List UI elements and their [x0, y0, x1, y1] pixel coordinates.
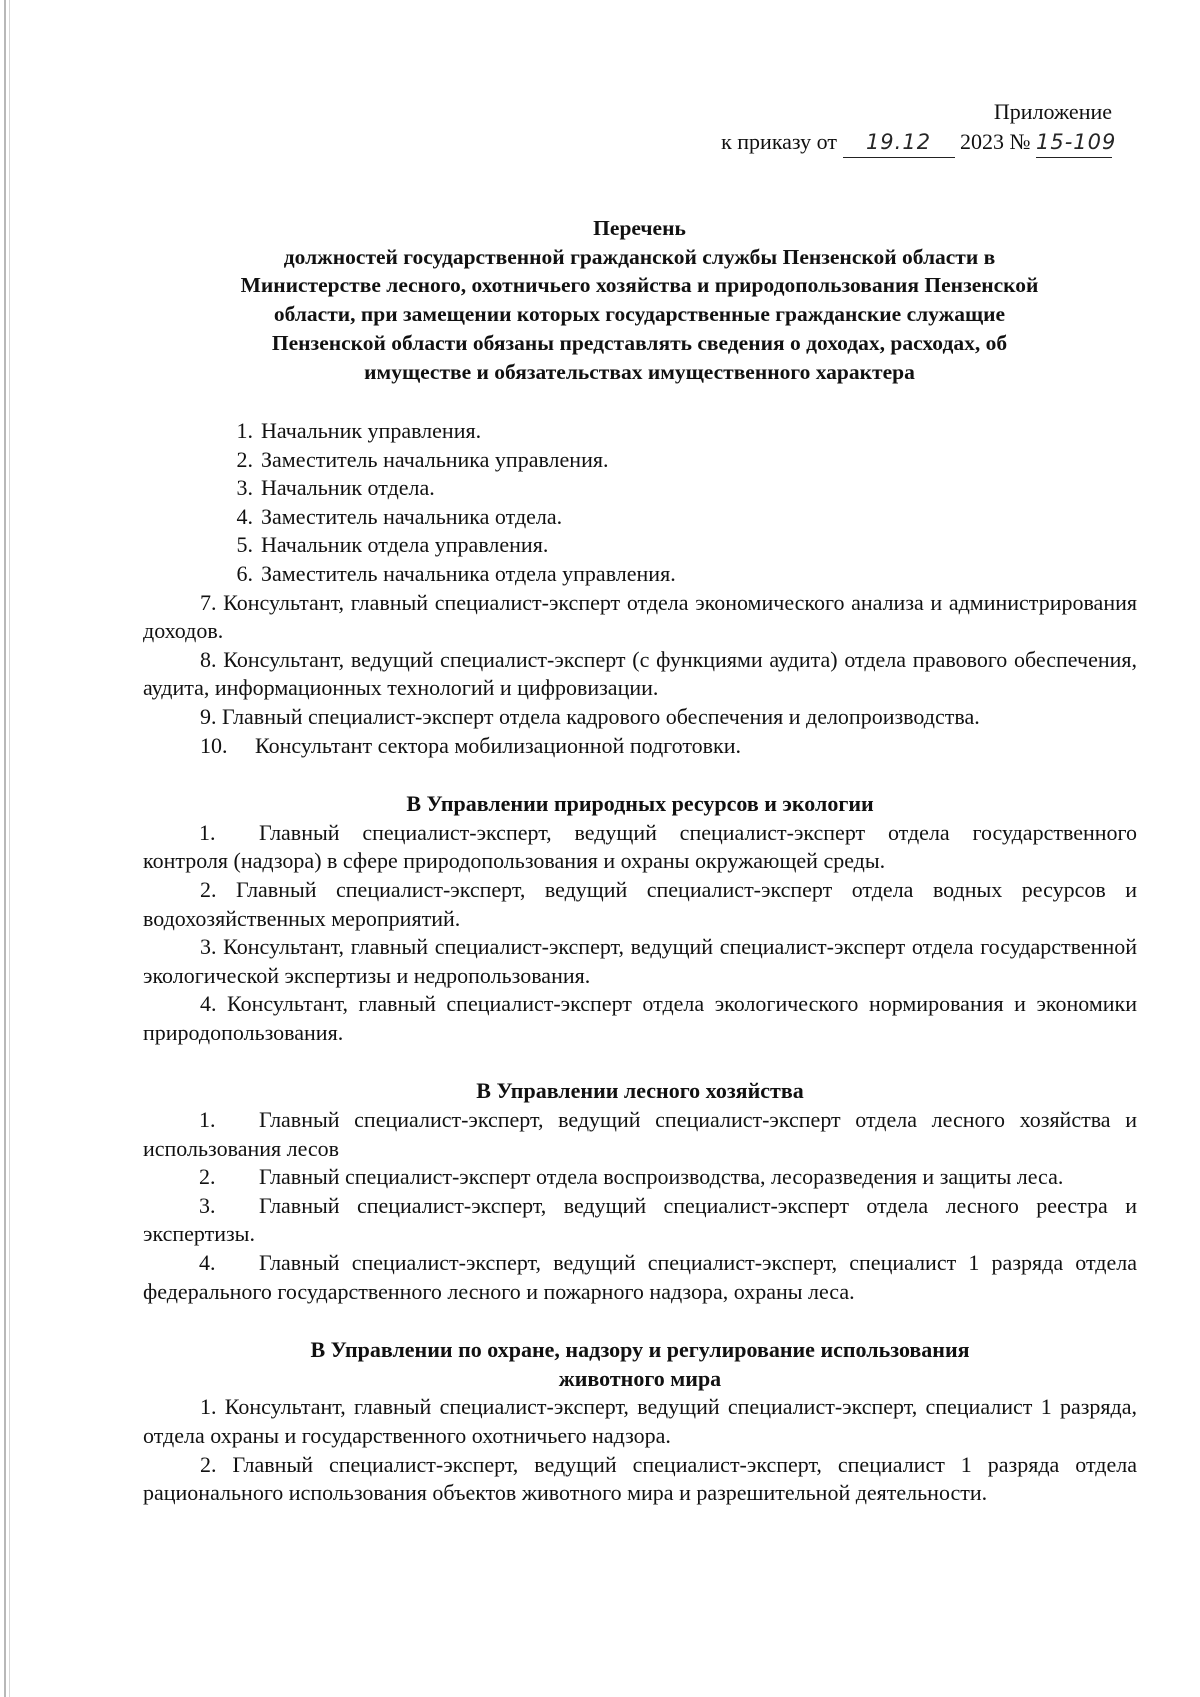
- item-number: 10.: [200, 732, 228, 758]
- appendix-label: Приложение: [993, 99, 1112, 124]
- order-number-sign: №: [1009, 129, 1031, 154]
- list-item: [143, 560, 1137, 589]
- item-text: Начальник управления.: [261, 418, 482, 443]
- item-number: 9.: [200, 703, 217, 729]
- title-line: Пензенской области обязаны представлять сведения о доходах, расходах, об: [271, 330, 1008, 355]
- item-text: Консультант, главный специалист-эксперт отдела экономического анализа и администрирования доходов.: [143, 589, 1137, 644]
- item-text: Главный специалист-эксперт, ведущий специалист-эксперт отдела водных ресурсов и водохозяйственных мероприятий.: [143, 876, 1137, 931]
- title-line: должностей государственной гражданской службы Пензенской области в: [283, 244, 996, 269]
- list-item: [143, 531, 1137, 560]
- item-number: 2.: [200, 876, 217, 902]
- spacer: [143, 1306, 1137, 1336]
- item-text: Главный специалист-эксперт, ведущий специалист-эксперт отдела лесного реестра и экспертизы.: [143, 1192, 1137, 1247]
- item-text: Главный специалист-эксперт, ведущий специалист-эксперт, специалист 1 разряда отдела федерального государственного лесного и пожарного надзора, охраны леса.: [143, 1250, 1137, 1304]
- item-text: Главный специалист-эксперт, ведущий специалист-эксперт, специалист 1 разряда отдела рационального использования объектов животного мира и разрешительной деятельности.: [143, 1451, 1137, 1506]
- list-item: [143, 1451, 1137, 1508]
- appendix-header: [721, 97, 1117, 158]
- item-text: Консультант, главный специалист-эксперт отдела экологического нормирования и экономики природопользования.: [143, 991, 1138, 1045]
- item-text: Начальник отдела.: [261, 475, 435, 501]
- section-title: животного мира: [558, 1365, 722, 1391]
- item-number: 4.: [200, 991, 217, 1017]
- item-text: Консультант, главный специалист-эксперт, ведущий специалист-эксперт, специалист 1 разряда, отдела охраны и государственного охотничьего надзора.: [143, 1394, 1137, 1448]
- section-title: В Управлении лесного хозяйства: [476, 1078, 804, 1104]
- list-item: [143, 876, 1137, 933]
- section-title: В Управлении природных ресурсов и экологии: [406, 791, 874, 817]
- item-number: 3.: [199, 1192, 216, 1218]
- list-item: [143, 503, 1137, 532]
- order-year: 2023: [960, 129, 1004, 154]
- item-text: Заместитель начальника отдела управления.: [261, 560, 676, 586]
- order-number-field: [1036, 127, 1117, 158]
- list-item: [143, 474, 1137, 503]
- section-wildlife: [143, 1336, 1137, 1508]
- order-date-field: [843, 127, 955, 158]
- list-item: [143, 703, 1137, 732]
- item-text: Главный специалист-эксперт отдела воспроизводства, лесоразведения и защиты леса.: [259, 1164, 1064, 1190]
- item-number: 1.: [199, 819, 216, 845]
- item-number: 4.: [236, 503, 253, 529]
- list-item: [143, 732, 1137, 761]
- spacer: [143, 760, 1137, 790]
- list-item: [143, 1192, 1137, 1249]
- list-item: [143, 990, 1137, 1047]
- order-prefix: к приказу от: [721, 129, 837, 154]
- list-item: [143, 819, 1137, 876]
- item-number: 1.: [200, 1394, 217, 1420]
- list-item: [143, 446, 1137, 475]
- item-number: 2.: [199, 1164, 216, 1190]
- section-natural-resources: [143, 790, 1137, 1047]
- scan-edge: [4, 0, 6, 1697]
- item-number: 8.: [200, 646, 217, 672]
- list-item: [143, 417, 1137, 446]
- item-text: Заместитель начальника отдела.: [261, 503, 563, 529]
- section-forestry: [143, 1077, 1137, 1306]
- item-number: 2.: [236, 446, 253, 472]
- title-line: имуществе и обязательствах имущественного характера: [364, 359, 915, 384]
- list-item: [143, 589, 1137, 646]
- item-number: 2.: [200, 1451, 217, 1477]
- item-text: Главный специалист-эксперт, ведущий специалист-эксперт отдела государственного контроля (надзора) в сфере природопользования и охраны окружающей среды.: [143, 819, 1137, 874]
- document-body: [143, 417, 1137, 1508]
- order-date-handwritten: 19.12: [865, 130, 932, 154]
- title-line: Перечень: [593, 216, 686, 240]
- item-text: Заместитель начальника управления.: [261, 446, 609, 472]
- title-line: области, при замещении которых государственные гражданские служащие: [273, 302, 1006, 327]
- list-item: [143, 933, 1137, 990]
- item-text: Главный специалист-эксперт отдела кадрового обеспечения и делопроизводства.: [222, 703, 980, 729]
- list-item: [143, 1106, 1137, 1163]
- item-number: 7.: [200, 589, 217, 615]
- item-text: Консультант, главный специалист-эксперт, ведущий специалист-эксперт отдела государственной экологической экспертизы и недропользования.: [143, 934, 1137, 988]
- spacer: [143, 1047, 1137, 1077]
- item-number: 1.: [199, 1107, 216, 1133]
- list-item: [143, 1163, 1137, 1192]
- item-text: Консультант, ведущий специалист-эксперт (с функциями аудита) отдела правового обеспечения, аудита, информационных технологий и цифровизации.: [143, 646, 1137, 701]
- document-title: [140, 214, 1139, 386]
- scan-edge-inner: [9, 0, 10, 1697]
- item-number: 4.: [199, 1250, 216, 1276]
- item-text: Главный специалист-эксперт, ведущий специалист-эксперт отдела лесного хозяйства и использования лесов: [143, 1107, 1137, 1161]
- order-number-handwritten: 15-109: [1036, 130, 1117, 154]
- item-number: 5.: [236, 532, 253, 558]
- order-reference: [721, 127, 1117, 158]
- list-item: [143, 646, 1137, 703]
- section-title: В Управлении по охране, надзору и регулирование использования: [310, 1337, 970, 1363]
- item-number: 1.: [236, 418, 253, 443]
- list-item: [143, 1393, 1137, 1450]
- general-positions-list: [143, 417, 1137, 760]
- item-number: 6.: [236, 560, 253, 586]
- list-item: [143, 1249, 1137, 1306]
- item-text: Начальник отдела управления.: [261, 532, 549, 558]
- item-number: 3.: [200, 934, 217, 960]
- item-text: Консультант сектора мобилизационной подготовки.: [255, 732, 742, 758]
- title-line: Министерстве лесного, охотничьего хозяйства и природопользования Пензенской: [240, 273, 1039, 298]
- item-number: 3.: [236, 475, 253, 501]
